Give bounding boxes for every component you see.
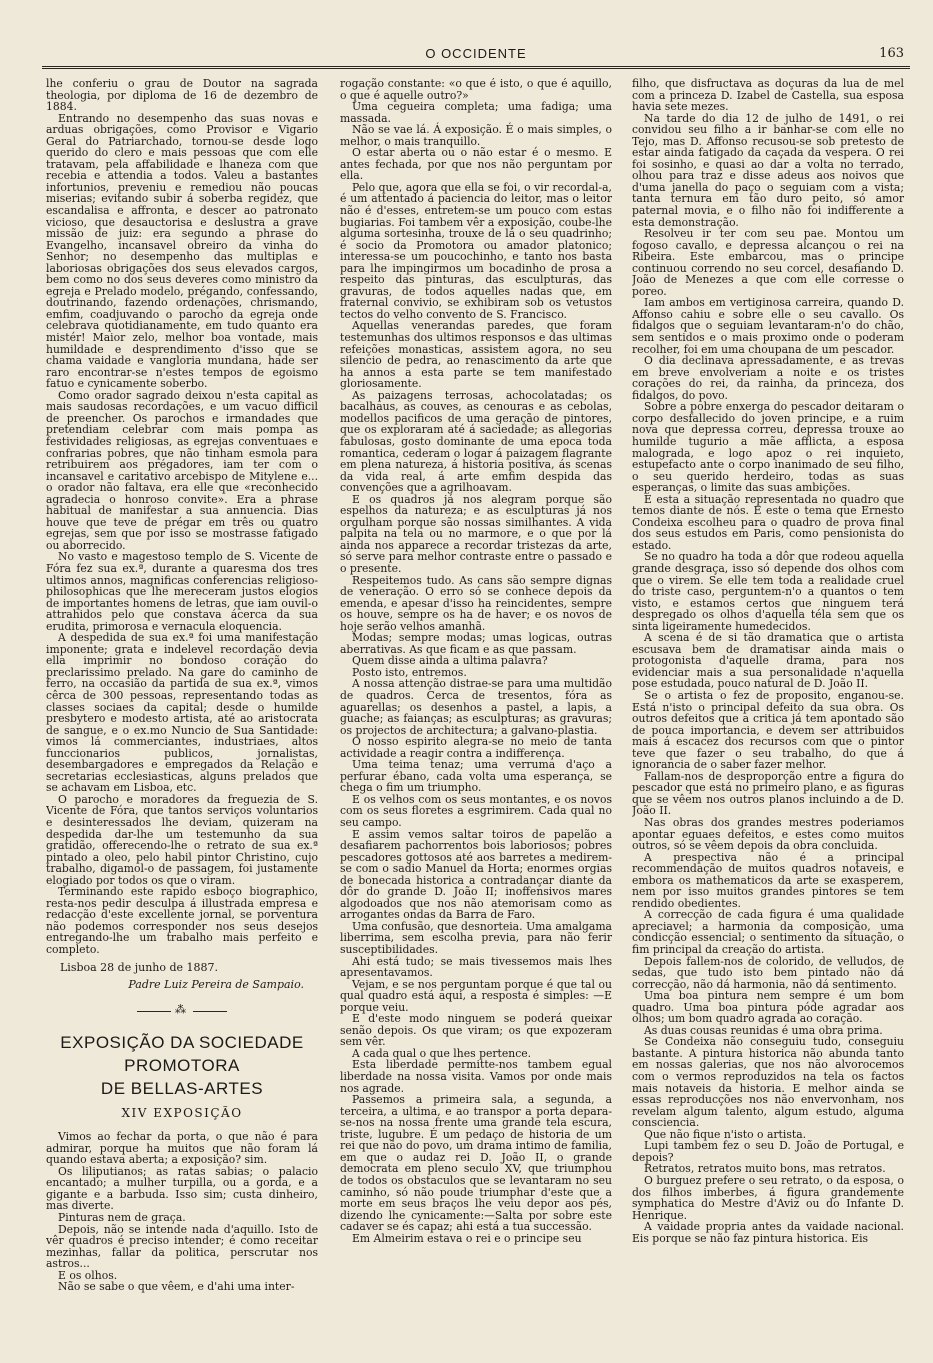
paragraph: Vimos ao fechar da porta, o que não é para admirar, porque ha muitos que não foram lá quando estava aberta; a exposição? sim. [46, 1130, 318, 1167]
paragraph: Não se sabe o que vêem, e d'ahi uma inter- [58, 1280, 295, 1294]
paragraph: Aquellas venerandas paredes, que foram testemunhas dos ultimos responsos e das ultimas refeições monasticas, assistem agora, no seu silencio de pedra, ao renascimento da arte que ha annos a esta parte se tem manifestado gloriosamente. [340, 319, 612, 391]
dateline: Lisboa 28 de junho de 1887. [60, 960, 219, 974]
paragraph: Ahi está tudo; se mais tivessemos mais lhes apresentavamos. [340, 954, 612, 980]
paragraph: Pinturas nem de graça. [58, 1211, 186, 1225]
paragraph: Depois fallem-nos de colorido, de velludos, de sedas, que tudo isto bem pintado não dá correcção, não dá harmonia, não dá sentimento. [632, 954, 904, 991]
paragraph: O parocho e moradores da freguezia de S. Vicente de Fóra, que tantos serviços voluntarios e desinteressados lhe deviam, quizeram na despedida dar-lhe um testemunho da sua gratidão, offerecendo-lhe o retrato de sua ex.ª pintado a oleo, pelo habil pintor Christino, cujo trabalho, digamol-o de passagem, foi justamente elogiado por todos os que o viram. [46, 792, 318, 887]
section-divider-ornament: ⁂ [137, 1007, 227, 1017]
paragraph: rogação constante: «o que é isto, o que é aquillo, o que é aquelle outro?» [340, 78, 612, 102]
paragraph: Se o artista o fez de proposito, enganou-se. Está n'isto o principal defeito da sua obra. Os outros defeitos que a critica já tem apontado são de pouca importancia, e devem ser attribuidos mais á escacez dos recursos com que o pintor teve que fazer o seu trabalho, do que á ignorancia de o saber fazer melhor. [632, 688, 904, 772]
paragraph: No vasto e magestoso templo de S. Vicente de Fóra fez sua ex.ª, durante a quaresma dos tres ultimos annos, magnificas conferencias religioso-philosophicas que lhe mereceram justos elogios de importantes homens de letras, que iam ouvil-o attrahidos pelo que constava ácerca da sua erudita, primorosa e vernacula eloquencia. [46, 550, 318, 633]
paragraph: Na tarde do dia 12 de julho de 1491, o rei convidou seu filho a ir banhar-se com elle no Tejo, mas D. Affonso recusou-se sob pretesto de estar ainda fatigado da caçada da vespera. O rei foi sosinho, e quasi ao dar a volta no terrado, olhou para traz e disse adeus aos noivos que d'uma janella do paço o seguiam com a vista; tanta ternura em tão duro peito, só amor paternal movia, e o filho não foi indifferente a esta demonstração. [632, 111, 904, 229]
page-number: 163 [879, 46, 904, 61]
paragraph: Modas; sempre modas; umas logicas, outras aberrativas. As que ficam e as que passam. [340, 631, 612, 656]
paragraph: Passemos a primeira sala, a segunda, a terceira, a ultima, e ao transpor a porta depara-se-nos na nossa frente uma grande tela escura, triste, lugubre. É um pedaço de historia de um rei que não do povo, um drama intimo de familia, em que o audaz rei D. João II, o grande democrata em pleno seculo XV, que triumphou de todos os obstaculos que se levantaram no seu caminho, só não poude triumphar d'este que a morte em seus braços lhe veiu depor aos pés, dizendo lhe cynicamente:—Salta por sobre este cadaver se és capaz; ahi está a tua successão. [340, 1093, 612, 1234]
paragraph: Vejam, e se nos perguntam porque é que tal ou qual quadro está aqui, a resposta é simples: —E porque veiu. [340, 977, 612, 1014]
article-title-line: EXPOSIÇÃO DA SOCIEDADE PROMOTORA [60, 1032, 304, 1075]
author-signature: Padre Luiz Pereira de Sampaio. [128, 978, 304, 992]
paragraph: Sobre a pobre enxerga do pescador deitaram o corpo desfallecido do joven principe, e a ruim nova que depressa correu, depressa trouxe ao humilde tugurio a mãe afflicta, a esposa malograda, e logo apoz o rei inquieto, estupefacto ante o corpo inanimado de seu filho, o seu querido herdeiro, todas as suas esperanças, o limite das suas ambições. [632, 400, 904, 495]
column-1 [46, 78, 318, 1338]
paragraph: Iam ambos em vertiginosa carreira, quando D. Affonso cahiu e sobre elle o seu cavallo. Os fidalgos que o seguiam levantaram-n'o do chão, sem sentidos e o mais proximo onde o poderam recolher, foi em uma choupana de um pescador. [632, 296, 904, 356]
paragraph: lhe conferiu o grau de Doutor na sagrada theologia, por diploma de 16 de dezembro de 1884. [46, 78, 318, 114]
paragraph: Resolveu ir ter com seu pae. Montou um fogoso cavallo, e depressa alcançou o rei na Ribeira. Este embarcou, mas o principe continuou correndo no seu corcel, desafiando D. João de Menezes a que com elle corresse o poreo. [632, 227, 904, 298]
publication-title: O OCCIDENTE [425, 46, 527, 61]
column-3 [632, 78, 904, 1338]
paragraph: Lupi tambem fez o seu D. João de Portugal, e depois? [632, 1139, 904, 1164]
paragraph: A prespectiva não é a principal recommendação de muitos quadros notaveis, e embora os mathematicos da arte se exasperem, nem por isso muitos grandes pintores se tem rendido obedientes. [632, 850, 904, 910]
paragraph: Se no quadro ha toda a dôr que rodeou aquella grande desgraça, isso só depende dos olhos com que o virem. Se elle tem toda a realidade cruel do triste caso, perguntem-n'o a quantos o tem visto, e estamos certos que ninguem terá despregado os olhos d'aquella téla sem que os sinta ligeiramente humedecidos. [632, 550, 904, 633]
paragraph: Uma cegueira completa; uma fadiga; uma massada. [340, 100, 612, 125]
paragraph: O burguez prefere o seu retrato, o da esposa, o dos filhos imberbes, á figura grandemente symphatica do Mestre d'Aviz ou do Infante D. Henrique. [632, 1173, 904, 1222]
paragraph: Uma boa pintura nem sempre é um bom quadro. Uma boa pintura póde agradar aos olhos; um bom quadro agrada ao coração. [632, 989, 904, 1026]
column-2 [340, 78, 612, 1338]
paragraph: Uma confusão, que desnorteia. Uma amalgama liberrima, sem escolha previa, para não ferir susceptibilidades. [340, 919, 612, 957]
paragraph: É esta a situação representada no quadro que temos diante de nós. E este o tema que Ernesto Condeixa escolheu para o quadro de prova final dos seus estudos em Paris, como pensionista do estado. [632, 492, 904, 552]
paragraph: As duas cousas reunidas é uma obra prima. [644, 1023, 883, 1037]
page-header [42, 44, 910, 69]
article-subtitle: XIV EXPOSIÇÃO [121, 1105, 243, 1120]
paragraph: A cada qual o que lhes pertence. [352, 1046, 532, 1060]
article-title [46, 1031, 318, 1100]
paragraph: O nosso espirito alegra-se no meio de tanta actividade a reagir contra a indifferença. [340, 735, 612, 760]
paragraph: filho, que disfructava as doçuras da lua de mel com a princeza D. Izabel de Castella, sua esposa havia sete mezes. [632, 78, 904, 114]
article-title-line: DE BELLAS-ARTES [100, 1078, 264, 1098]
paragraph: A scena é de si tão dramatica que o artista escusava bem de dramatisar ainda mais o protogonista d'aquelle drama, para nos evidenciar mais a sua personalidade n'aquella pose estudada, pouco natural de D. João II. [632, 631, 904, 691]
paragraph: Que não fique n'isto o artista. [644, 1127, 807, 1141]
paragraph: Fallam-nos de desproporção entre a figura do pescador que está no primeiro plano, e as figuras que se vêem nos outros planos incluindo a de D. João II. [632, 769, 904, 818]
paragraph: Entrando no desempenho das suas novas e arduas obrigações, como Provisor e Vigario Geral do Patriarchado, tornou-se desde logo querido do clero e mais pessoas que com elle tratavam, pela affabilidade e lhaneza com que recebia e attendia a todos. Valeu a bastantes infortunios, preveniu e remediou não poucas miserias; evitando subir á soberba regidez, que escandalisa e affronta, e descer ao patronato vicioso, que desauctorisa e deslustra a grave missão de juiz: era segundo a phrase do Evangelho, incansavel obreiro da vinha do Senhor; no desempenho das multiplas e laboriosas obrigações dos seus elevados cargos, bem como no dos seus deveres como ministro da egreja e Prelado modelo, prégando, confessando, doutrinando, fazendo ordenações, chrismando, emfim, coadjuvando o parocho da egreja onde celebrava quotidianamente, em tudo quanto era mistér! Maior zelo, melhor boa vontade, mais humildade e desprendimento d'isso que se chama vaidade e vangloria mundana, hade ser raro encontrar-se n'estes tempos de egoismo fatuo e cynicamente soberbo. [46, 111, 318, 391]
paragraph: E assim vemos saltar toiros de papelão a desafiarem pachorrentos bois laboriosos; pobres pescadores gottosos até aos barretes a medirem-se com o sadio Manuel da Horta; enormes orgias de bonecada historica a contradançar diante da dôr do grande D. João II; inoffensivos mares algodoados que nos não atemorisam como as arrogantes ondas da Barra de Faro. [340, 827, 612, 922]
paragraph: O estar aberta ou o não estar é o mesmo. E antes fechada, por que nos não perguntam por ella. [340, 146, 612, 183]
paragraph: Uma teima tenaz; uma verruma d'aço a perfurar ébano, cada volta uma esperança, se chega o fim um triumpho. [340, 758, 612, 795]
paragraph: A vaidade propria antes da vaidade nacional. Eis porque se não faz pintura historica. Eis [632, 1220, 904, 1245]
paragraph: Quem disse ainda a ultima palavra? [352, 654, 548, 668]
paragraph: Respeitemos tudo. As cans são sempre dignas de veneração. O erro só se conhece depois da emenda, e apesar d'isso ha reincidentes, sempre os houve, sempre os ha de haver; e os novos de hoje serão velhos amanhã. [340, 573, 612, 633]
paragraph: Posto isto, entremos. [352, 665, 467, 679]
paragraph: Terminando este rapido esboço biographico, resta-nos pedir desculpa á illustrada empresa e redacção d'este excellente jornal, se porventura não podemos corresponder nos seus desejos entregando-lhe um trabalho mais perfeito e completo. [46, 885, 318, 957]
paragraph: Não se vae lá. Á exposição. É o mais simples, o melhor, o mais tranquillo. [340, 123, 612, 148]
paragraph: Como orador sagrado deixou n'esta capital as mais saudosas recordações, e um vacuo difficil de preencher. Os parochos e irmandades que pretendiam celebrar com mais pompa as festividades religiosas, as egrejas conventuaes e confrarias pobres, que não tinham esmola para retribuirem aos prégadores, iam ter com o incansavel e caritativo arcebispo de Mitylene e... o orador não faltava, era elle que «reconhecido agradecia o honroso convite». Era a phrase habitual de manifestar a sua annuencia. Dias houve que teve de prégar em três ou quatro egrejas, sem que por isso se mostrasse fatigado ou aborrecido. [46, 388, 318, 552]
paragraph: Depois, não se intende nada d'aquillo. Isto de vêr quadros é preciso intender; é como receitar mezinhas, fallar da politica, perscrutar nos astros... [46, 1222, 318, 1271]
paragraph: A despedida de sua ex.ª foi uma manifestação imponente; grata e indelevel recordação devia ella imprimir no bondoso coração do preclarissimo prelado. Na gare do caminho de ferro, na occasião da partida de sua ex.ª, vimos cêrca de 300 pessoas, representando todas as classes sociaes da capital; desde o humilde presbytero e modesto artista, até ao aristocrata de sangue, e o ex.mo Nuncio de Sua Santidade: vimos lá commerciantes, industriaes, altos funccionarios publicos, jornalistas, desembargadores e empregados da Relação e secretarias ecclesiasticas, alguns prelados que se achavam em Lisboa, etc. [46, 631, 318, 795]
signature-block [46, 962, 318, 991]
paragraph: Em Almeirim estava o rei e o principe seu [352, 1231, 582, 1245]
paragraph: E os quadros já nos alegram porque são espelhos da natureza; e as esculpturas já nos orgulham porque são nossas similhantes. A vida palpita na tela ou no marmore, e o que por lá ainda nos apparece a recordar tristezas da arte, só serve para melhor contraste entre o passado e o presente. [340, 492, 612, 575]
paragraph: Esta liberdade permitte-nos tambem egual liberdade na nossa visita. Vamos por onde mais nos agrade. [340, 1058, 612, 1095]
paragraph: E os olhos. [58, 1268, 118, 1282]
paragraph: Nas obras dos grandes mestres poderiamos apontar eguaes defeitos, e estes como muitos outros, só se vêem depois da obra concluida. [632, 816, 904, 853]
paragraph: A correcção de cada figura é uma qualidade apreciavel; a harmonia da composição, uma condicção essencial; o sentimento da situação, o fim principal da creação do artista. [632, 908, 904, 957]
paragraph: Os liliputianos; as ratas sabias; o palacio encantado; a mulher turpilla, ou a gorda, e a gigante e a barbuda. Isso sim; custa dinheiro, mas diverte. [46, 1164, 318, 1213]
paragraph: O dia declinava apressadamente, e as trevas em breve envolveriam a noite e os tristes corações do rei, da rainha, da princeza, dos fidalgos, do povo. [632, 354, 904, 402]
paragraph: As paizagens terrosas, achocolatadas; os bacalhaus, as couves, as cenouras e as cebolas, modellos pacificos de uma geração de pintores, que os exploraram até á saciedade; as allegorias fabulosas, gosto dominante de uma epoca toda romantica, cederam o logar á paizagem flagrante em plena natureza, á historia positiva, ás scenas da vida real, á arte emfim despida das convenções que a agrilhoavam. [340, 388, 612, 495]
paragraph: Pelo que, agora que ella se foi, o vir recordal-a, é um attentado á paciencia do leitor, mas o leitor não é d'esses, entretem-se um pouco com estas bugiarias. Foi tambem vêr a exposição, coube-lhe alguma sortesinha, trouxe de lá o seu quadrinho; é socio da Promotora ou amador platonico; interessa-se um poucochinho, e tanto nos basta para lhe impingirmos um bocadinho de prosa a respeito das pinturas, das esculpturas, das gravuras, de todos aquelles nadas que, em fraternal convivio, se exhibiram sob os vetustos tectos do velho convento de S. Francisco. [340, 180, 612, 321]
paragraph: E d'este modo ninguem se poderá queixar senão depois. Os que viram; os que expozeram sem vêr. [340, 1012, 612, 1049]
paragraph: Se Condeixa não conseguiu tudo, conseguiu bastante. A pintura historica não abunda tanto em nossas galerias, que nos não alvorocemos com o vermos reproduzidos na tela os factos mais notaveis da historia. E melhor ainda se essas reproducções nos não envervonham, nos revelam algum talento, algum estudo, alguma consciencia. [632, 1035, 904, 1130]
paragraph: A nossa attenção distrae-se para uma multidão de quadros. Cerca de tresentos, fóra as aguarellas; os desenhos a pastel, a lapis, a guache; as faianças; as esculpturas; as gravuras; os projectos de architectura; a galvano-plastia. [340, 677, 612, 737]
paragraph: Retratos, retratos muito bons, mas retratos. [644, 1162, 886, 1176]
paragraph: E os velhos com os seus montantes, e os novos com os seus floretes a esgrimirem. Cada qual no seu campo. [340, 792, 612, 829]
